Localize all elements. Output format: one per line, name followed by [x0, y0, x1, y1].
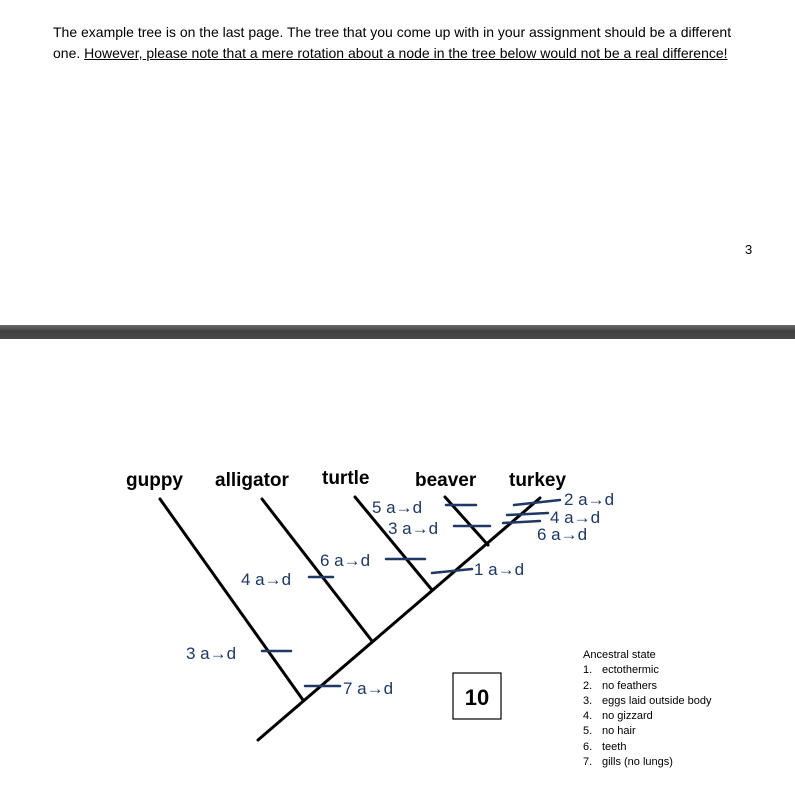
legend-item [583, 663, 711, 678]
legend-item-text: teeth [602, 740, 627, 753]
taxon-alligator: alligator [215, 470, 289, 491]
trait-label-c: 4 a→d [241, 570, 292, 589]
legend-item [583, 709, 711, 724]
legend-item-number: 1. [583, 664, 593, 677]
legend-item-text: ectothermic [602, 664, 659, 677]
legend-item-text: eggs laid outside body [602, 694, 712, 707]
legend-item-text: no feathers [602, 679, 658, 692]
trait-tick-i [507, 513, 548, 515]
trait-label-e: 1 a→d [474, 560, 525, 579]
legend-item-text: gills (no lungs) [602, 756, 673, 769]
legend-item [583, 679, 711, 694]
legend-item-number: 4. [583, 710, 593, 723]
ancestral-state-legend [583, 648, 711, 770]
legend-item-text: no gizzard [602, 710, 653, 723]
trait-label-h: 2 a→d [564, 490, 615, 509]
trait-label-i: 4 a→d [550, 508, 601, 527]
trait-label-f: 5 a→d [372, 498, 423, 517]
legend-item-number: 2. [583, 679, 593, 692]
legend-item [583, 694, 711, 709]
legend-item-number: 7. [583, 756, 593, 769]
page-number: 3 [745, 242, 753, 257]
score-box-number: 10 [464, 685, 490, 710]
legend-item [583, 724, 711, 739]
legend-item-number: 5. [583, 725, 593, 738]
legend-item [583, 755, 711, 770]
trait-label-g: 3 a→d [388, 519, 439, 538]
taxon-beaver: beaver [415, 470, 477, 491]
legend-list [583, 663, 711, 770]
legend-item-number: 3. [583, 694, 593, 707]
branch-guppy [160, 499, 303, 700]
legend-item-number: 6. [583, 740, 593, 753]
instruction-text: The example tree is on the last page. The tree that you come up with in your assignment should be a different one. [53, 24, 732, 61]
trait-label-b: 7 a→d [343, 679, 394, 698]
legend-item-text: no hair [602, 725, 636, 738]
trait-tick-j [503, 521, 540, 523]
trait-label-a: 3 a→d [186, 644, 237, 663]
legend-item [583, 740, 711, 755]
instruction-paragraph [53, 22, 753, 64]
taxon-turtle: turtle [322, 468, 370, 489]
instruction-underlined-text: However, please note that a mere rotation about a node in the tree below would not be a real difference! [84, 45, 728, 61]
legend-title: Ancestral state [583, 649, 656, 661]
page-divider [0, 325, 795, 339]
taxon-turkey: turkey [509, 470, 567, 491]
taxon-guppy: guppy [126, 470, 183, 491]
trait-label-d: 6 a→d [320, 551, 371, 570]
trait-label-j: 6 a→d [537, 525, 588, 544]
